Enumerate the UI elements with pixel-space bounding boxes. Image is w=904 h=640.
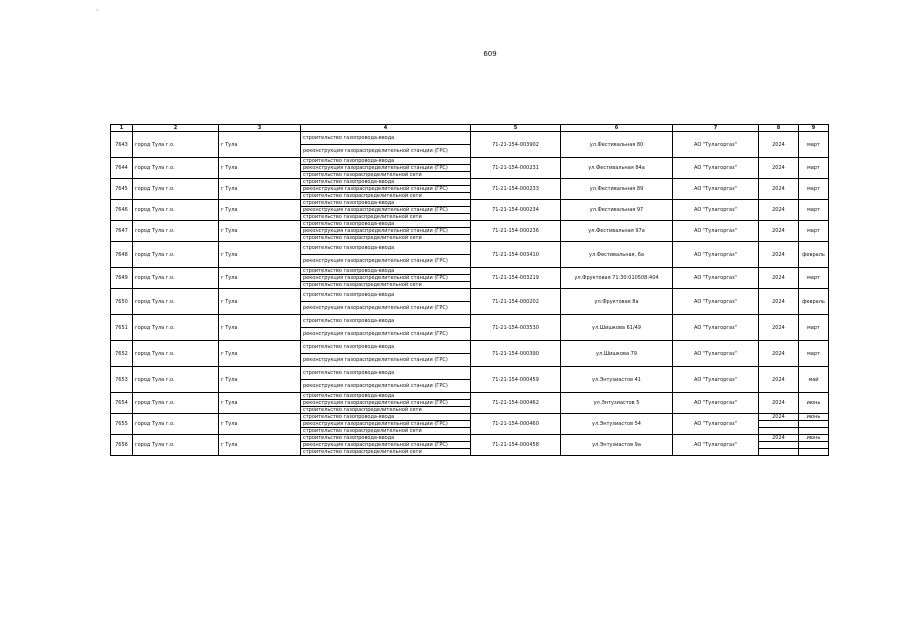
year-cell: 2024 [759, 435, 799, 442]
address-cell: ул.Фестивальная, 6а [561, 242, 673, 268]
table-row [111, 393, 829, 400]
header-cell: 2 [133, 125, 219, 132]
month-cell: март [799, 179, 829, 200]
work-type-cell: строительство газопровода-ввода [301, 268, 471, 275]
owner-cell: АО "Тулагоргаз" [673, 289, 759, 315]
year-cell: 2024 [759, 242, 799, 268]
month-cell: февраль [799, 242, 829, 268]
row-number: 7652 [111, 341, 133, 367]
city-cell: г Тула [219, 221, 301, 242]
city-cell: г Тула [219, 289, 301, 315]
owner-cell: АО "Тулагоргаз" [673, 200, 759, 221]
year-cell: 2024 [759, 200, 799, 221]
work-type-cell: строительство газопровода-ввода [301, 289, 471, 302]
district-cell: город Тула г.о. [133, 341, 219, 367]
year-cell: 2024 [759, 393, 799, 414]
row-number: 7643 [111, 132, 133, 158]
work-type-cell: строительство газопровода-ввода [301, 158, 471, 165]
work-type-cell: реконструкция газораспределительной станции (ГРС) [301, 228, 471, 235]
owner-cell: АО "Тулагоргаз" [673, 179, 759, 200]
row-number: 7653 [111, 367, 133, 393]
year-cell: 2024 [759, 414, 799, 421]
address-cell: ул.Шишкова 79 [561, 341, 673, 367]
work-type-cell: строительство газораспределительной сети [301, 407, 471, 414]
city-cell: г Тула [219, 242, 301, 268]
address-cell: ул.Энтузиастов 41 [561, 367, 673, 393]
month-cell: июнь [799, 393, 829, 414]
table-row [111, 132, 829, 145]
row-number: 7649 [111, 268, 133, 289]
year-cell: 2024 [759, 132, 799, 158]
work-type-cell: строительство газопровода-ввода [301, 242, 471, 255]
work-type-cell: реконструкция газораспределительной станции (ГРС) [301, 145, 471, 158]
month-cell: июнь [799, 414, 829, 421]
work-type-cell: строительство газораспределительной сети [301, 214, 471, 221]
month-cell-empty [799, 421, 829, 428]
owner-cell: АО "Тулагоргаз" [673, 158, 759, 179]
month-cell: март [799, 315, 829, 341]
work-type-cell: реконструкция газораспределительной станции (ГРС) [301, 255, 471, 268]
owner-cell: АО "Тулагоргаз" [673, 435, 759, 456]
work-type-cell: строительство газопровода-ввода [301, 179, 471, 186]
work-type-cell: строительство газораспределительной сети [301, 282, 471, 289]
work-type-cell: строительство газопровода-ввода [301, 435, 471, 442]
row-number: 7648 [111, 242, 133, 268]
work-type-cell: реконструкция газораспределительной станции (ГРС) [301, 275, 471, 282]
object-code-cell: 71-21-154-000233 [471, 179, 561, 200]
table-row [111, 268, 829, 275]
owner-cell: АО "Тулагоргаз" [673, 132, 759, 158]
row-number: 7651 [111, 315, 133, 341]
work-type-cell: строительство газопровода-ввода [301, 221, 471, 228]
city-cell: г Тула [219, 179, 301, 200]
city-cell: г Тула [219, 200, 301, 221]
row-number: 7655 [111, 414, 133, 435]
table-row [111, 242, 829, 255]
gasification-table [110, 124, 829, 456]
work-type-cell: реконструкция газораспределительной станции (ГРС) [301, 354, 471, 367]
table-row [111, 289, 829, 302]
row-number: 7650 [111, 289, 133, 315]
object-code-cell: 71-21-154-003902 [471, 132, 561, 158]
district-cell: город Тула г.о. [133, 393, 219, 414]
address-cell: ул.Шишкова 61/49 [561, 315, 673, 341]
city-cell: г Тула [219, 367, 301, 393]
header-cell: 6 [561, 125, 673, 132]
year-cell: 2024 [759, 367, 799, 393]
month-cell: март [799, 200, 829, 221]
district-cell: город Тула г.о. [133, 179, 219, 200]
month-cell: март [799, 221, 829, 242]
table-row [111, 200, 829, 207]
district-cell: город Тула г.о. [133, 367, 219, 393]
month-cell-empty [799, 442, 829, 449]
work-type-cell: строительство газораспределительной сети [301, 449, 471, 456]
district-cell: город Тула г.о. [133, 221, 219, 242]
district-cell: город Тула г.о. [133, 289, 219, 315]
object-code-cell: 71-21-154-000231 [471, 158, 561, 179]
work-type-cell: реконструкция газораспределительной станции (ГРС) [301, 207, 471, 214]
object-code-cell: 71-21-154-000390 [471, 341, 561, 367]
month-cell: март [799, 341, 829, 367]
header-cell: 5 [471, 125, 561, 132]
year-cell: 2024 [759, 221, 799, 242]
work-type-cell: строительство газопровода-ввода [301, 341, 471, 354]
header-cell: 9 [799, 125, 829, 132]
work-type-cell: реконструкция газораспределительной станции (ГРС) [301, 442, 471, 449]
address-cell: ул.Энтузиастов 9а [561, 435, 673, 456]
year-cell: 2024 [759, 341, 799, 367]
year-cell: 2024 [759, 179, 799, 200]
row-number: 7646 [111, 200, 133, 221]
header-cell: 1 [111, 125, 133, 132]
city-cell: г Тула [219, 341, 301, 367]
row-number: 7656 [111, 435, 133, 456]
row-number: 7645 [111, 179, 133, 200]
table-row [111, 367, 829, 380]
table-row [111, 158, 829, 165]
work-type-cell: реконструкция газораспределительной станции (ГРС) [301, 186, 471, 193]
table-row [111, 435, 829, 442]
month-cell: июнь [799, 435, 829, 442]
object-code-cell: 71-21-154-000460 [471, 414, 561, 435]
work-type-cell: строительство газопровода-ввода [301, 132, 471, 145]
address-cell: ул.Фестивальная 97а [561, 221, 673, 242]
object-code-cell: 71-21-154-000458 [471, 435, 561, 456]
work-type-cell: строительство газораспределительной сети [301, 428, 471, 435]
district-cell: город Тула г.о. [133, 242, 219, 268]
month-cell: март [799, 132, 829, 158]
row-number: 7654 [111, 393, 133, 414]
object-code-cell: 71-21-154-003219 [471, 268, 561, 289]
owner-cell: АО "Тулагоргаз" [673, 242, 759, 268]
table-row [111, 221, 829, 228]
address-cell: ул.Энтузиастов 54 [561, 414, 673, 435]
object-code-cell: 71-21-154-003530 [471, 315, 561, 341]
work-type-cell: строительство газораспределительной сети [301, 193, 471, 200]
object-code-cell: 71-21-154-000202 [471, 289, 561, 315]
table-row [111, 179, 829, 186]
table-body [111, 132, 829, 456]
row-number: 7647 [111, 221, 133, 242]
owner-cell: АО "Тулагоргаз" [673, 393, 759, 414]
address-cell: ул.Фестивальная 97 [561, 200, 673, 221]
object-code-cell: 71-21-154-000459 [471, 367, 561, 393]
address-cell: ул.Фруктовая 8а [561, 289, 673, 315]
owner-cell: АО "Тулагоргаз" [673, 315, 759, 341]
year-cell: 2024 [759, 158, 799, 179]
district-cell: город Тула г.о. [133, 200, 219, 221]
work-type-cell: реконструкция газораспределительной станции (ГРС) [301, 165, 471, 172]
year-cell: 2024 [759, 289, 799, 315]
district-cell: город Тула г.о. [133, 414, 219, 435]
city-cell: г Тула [219, 393, 301, 414]
address-cell: ул.Фруктовая 71:30:010508:404 [561, 268, 673, 289]
table-row [111, 414, 829, 421]
district-cell: город Тула г.о. [133, 315, 219, 341]
month-cell-empty [799, 428, 829, 435]
address-cell: ул.Фестивальная 84а [561, 158, 673, 179]
district-cell: город Тула г.о. [133, 132, 219, 158]
year-cell-empty [759, 442, 799, 449]
work-type-cell: реконструкция газораспределительной станции (ГРС) [301, 400, 471, 407]
year-cell-empty [759, 421, 799, 428]
work-type-cell: строительство газораспределительной сети [301, 235, 471, 242]
header-cell: 4 [301, 125, 471, 132]
district-cell: город Тула г.о. [133, 158, 219, 179]
city-cell: г Тула [219, 268, 301, 289]
row-number: 7644 [111, 158, 133, 179]
work-type-cell: строительство газопровода-ввода [301, 315, 471, 328]
work-type-cell: строительство газопровода-ввода [301, 393, 471, 400]
work-type-cell: реконструкция газораспределительной станции (ГРС) [301, 302, 471, 315]
month-cell-empty [799, 449, 829, 456]
table-row [111, 315, 829, 328]
month-cell: май [799, 367, 829, 393]
district-cell: город Тула г.о. [133, 435, 219, 456]
object-code-cell: 71-21-154-000462 [471, 393, 561, 414]
object-code-cell: 71-21-154-003410 [471, 242, 561, 268]
address-cell: ул.Фестивальная 89 [561, 179, 673, 200]
header-cell: 7 [673, 125, 759, 132]
work-type-cell: реконструкция газораспределительной станции (ГРС) [301, 328, 471, 341]
work-type-cell: строительство газопровода-ввода [301, 414, 471, 421]
object-code-cell: 71-21-154-000236 [471, 221, 561, 242]
year-cell: 2024 [759, 315, 799, 341]
owner-cell: АО "Тулагоргаз" [673, 414, 759, 435]
city-cell: г Тула [219, 132, 301, 158]
month-cell: март [799, 268, 829, 289]
year-cell-empty [759, 449, 799, 456]
work-type-cell: строительство газопровода-ввода [301, 367, 471, 380]
work-type-cell: строительство газопровода-ввода [301, 200, 471, 207]
object-code-cell: 71-21-154-000234 [471, 200, 561, 221]
header-cell: 8 [759, 125, 799, 132]
address-cell: ул.Фестивальная 80 [561, 132, 673, 158]
owner-cell: АО "Тулагоргаз" [673, 268, 759, 289]
owner-cell: АО "Тулагоргаз" [673, 367, 759, 393]
address-cell: ул.Энтузиастов 5 [561, 393, 673, 414]
city-cell: г Тула [219, 158, 301, 179]
month-cell: февраль [799, 289, 829, 315]
city-cell: г Тула [219, 414, 301, 435]
table-row [111, 341, 829, 354]
work-type-cell: реконструкция газораспределительной станции (ГРС) [301, 380, 471, 393]
district-cell: город Тула г.о. [133, 268, 219, 289]
city-cell: г Тула [219, 315, 301, 341]
work-type-cell: строительство газораспределительной сети [301, 172, 471, 179]
city-cell: г Тула [219, 435, 301, 456]
work-type-cell: реконструкция газораспределительной станции (ГРС) [301, 421, 471, 428]
owner-cell: АО "Тулагоргаз" [673, 221, 759, 242]
page-number: 609 [483, 50, 497, 58]
header-row [111, 125, 829, 132]
year-cell: 2024 [759, 268, 799, 289]
month-cell: март [799, 158, 829, 179]
corner-mark: ˋ [96, 9, 100, 17]
year-cell-empty [759, 428, 799, 435]
header-cell: 3 [219, 125, 301, 132]
owner-cell: АО "Тулагоргаз" [673, 341, 759, 367]
